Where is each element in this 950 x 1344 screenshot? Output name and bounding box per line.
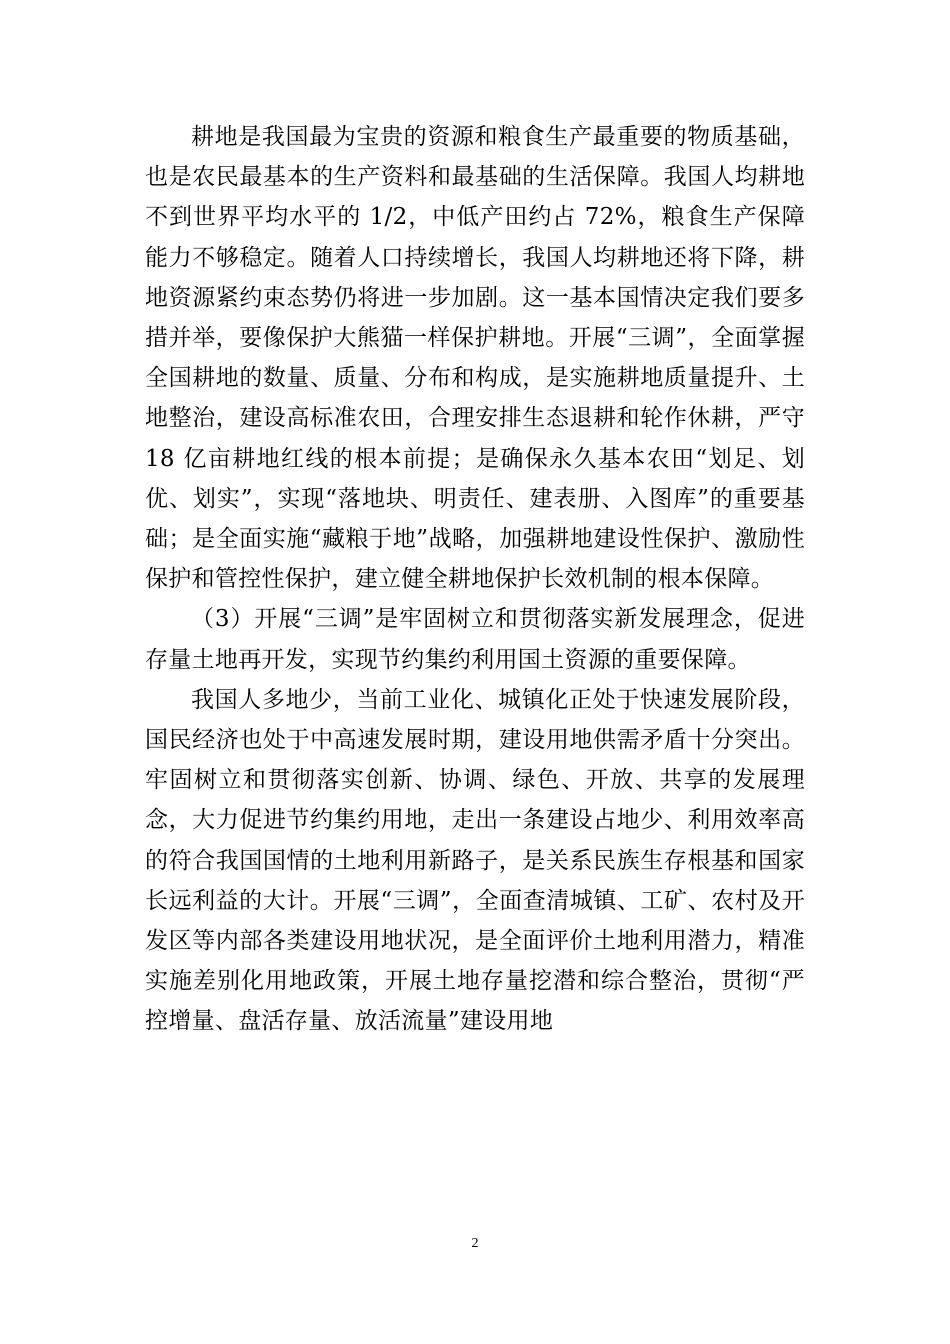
paragraph-land-use-efficiency: 我国人多地少，当前工业化、城镇化正处于快速发展阶段，国民经济也处于中高速发展时期，建设用地供需矛盾十分突出。牢固树立和贯彻落实创新、协调、绿色、开放、共享的发展理念，大力促进节约集约用地，走出一条建设占地少、利用效率高的符合我国国情的土地利用新路子，是关系民族生存根基和国家长远利益的大计。开展“三调”，全面查清城镇、工矿、农村及开发区等内部各类建设用地状况，是全面评价土地利用潜力，精准实施差别化用地政策，开展土地存量挖潜和综合整治，贯彻“严控增量、盘活存量、放活流量”建设用地 [145,686,805,1035]
paragraph-farmland-protection: 耕地是我国最为宝贵的资源和粮食生产最重要的物质基础，也是农民最基本的生产资料和最基础的生活保障。我国人均耕地不到世界平均水平的 1/2，中低产田约占 72%，粮食生产保障能力不够稳定。随着人口持续增长，我国人均耕地还将下降，耕地资源紧约束态势仍将进一步加剧。这一基本国情决定我们要多措并举，要像保护大熊猫一样保护耕地。开展“三调”，全面掌握全国耕地的数量、质量、分布和构成，是实施耕地质量提升、土地整治，建设高标准农田，合理安排生态退耕和轮作休耕，严守 18 亿亩耕地红线的根本前提；是确保永久基本农田“划足、划优、划实”，实现“落地块、明责任、建表册、入图库”的重要基础；是全面实施“藏粮于地”战略，加强耕地建设性保护、激励性保护和管控性保护，建立健全耕地保护长效机制的根本保障。 [145,124,805,593]
page-number: 2 [471,1236,479,1251]
document-body [145,117,805,1042]
paragraph-section-3-heading: （3）开展“三调”是牢固树立和贯彻落实新发展理念，促进存量土地再开发，实现节约集约利用国土资源的重要保障。 [145,606,805,673]
